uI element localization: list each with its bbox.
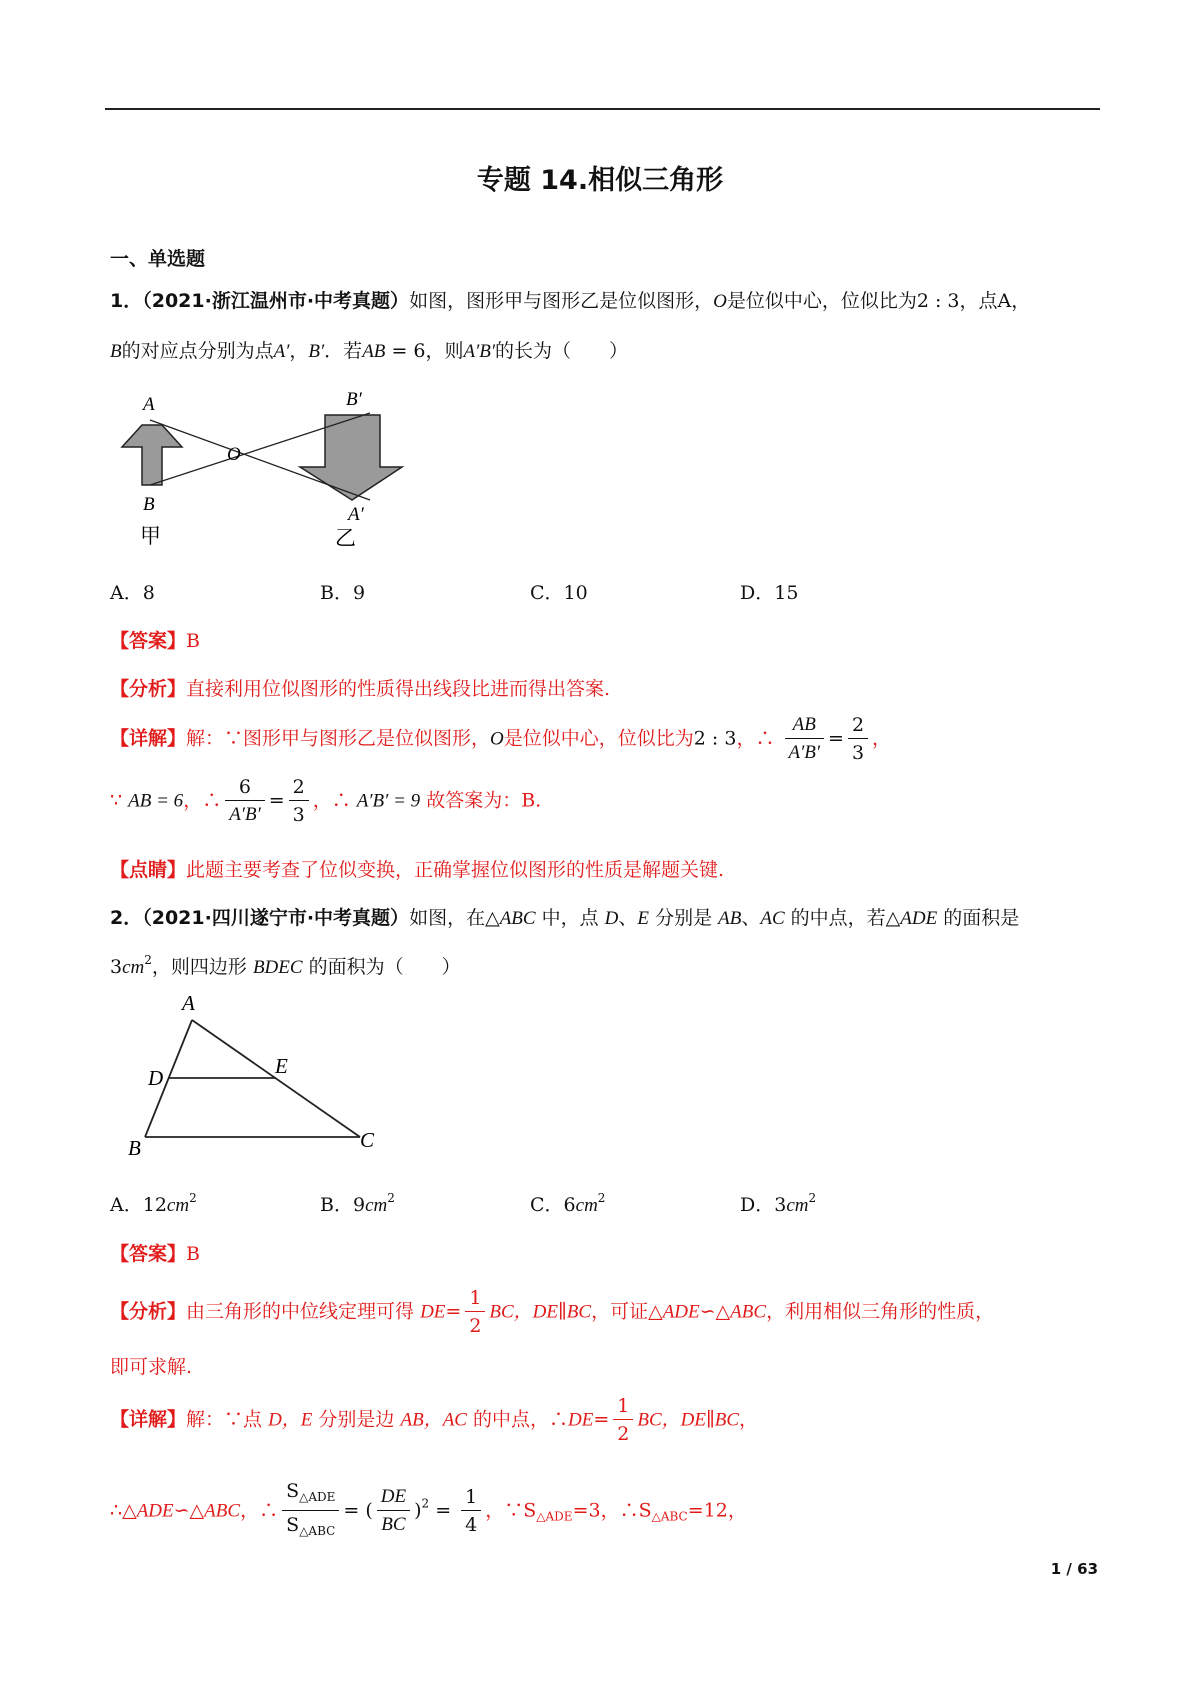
label-a1: A′ xyxy=(348,504,364,525)
page-title: 专题 14.相似三角形 xyxy=(476,165,724,196)
q1-answer xyxy=(110,626,200,653)
q1-var-a: A xyxy=(997,290,1012,312)
q2-analysis-line1: 【分析】由三角形的中位线定理可得 DE= $\frac{1}{2}$ BC，DE∥BC，可证△ADE∽△ABC，利用相似三角形的性质， xyxy=(110,1285,994,1340)
q2-answer: 【答案】B xyxy=(110,1243,200,1265)
q1-var-a1: A′ xyxy=(273,341,290,362)
label-c: C xyxy=(360,1128,375,1152)
fraction-half-b: $\frac{1}{2}$ xyxy=(613,1393,633,1448)
label-yi: 乙 xyxy=(335,526,356,550)
eq-a1b1: A′B′ = 9 xyxy=(356,790,421,812)
q1-stem-line2 xyxy=(110,336,628,363)
answer-value: B xyxy=(186,630,200,652)
ratio: 2 : 3 xyxy=(693,727,737,750)
fraction-de-bc: $\frac{DE}{BC}$ xyxy=(377,1484,410,1539)
q1-text: = 6 xyxy=(385,340,426,362)
q2-source: （2021·四川遂宁市·中考真题） xyxy=(142,907,410,929)
label-b: B xyxy=(128,1136,141,1160)
label-jia: 甲 xyxy=(140,524,161,548)
label-o: O xyxy=(227,444,241,465)
q2-figure xyxy=(110,985,400,1165)
fraction-2-3b: $\frac{2}{3}$ xyxy=(289,774,309,829)
comment-text: 此题主要考查了位似变换，正确掌握位似图形的性质是解题关键. xyxy=(186,859,725,881)
var-o: O xyxy=(490,728,504,750)
q1-stem-line1 xyxy=(110,286,1030,313)
header-rule xyxy=(105,108,1100,110)
eq-ab: AB = 6 xyxy=(128,790,184,812)
q2-option-c[interactable]: C．$6cm^2$ xyxy=(530,1191,606,1216)
page-number: 1 / 63 xyxy=(1050,1560,1098,1578)
label-a: A xyxy=(182,991,195,1015)
q1-option-c[interactable]: C．10 xyxy=(530,582,588,604)
q1-text: ．若 xyxy=(324,340,363,362)
detail-text: 是位似中心，位似比为 xyxy=(503,727,694,750)
q2-stem-line2: $3cm^2$，则四边形 BDEC 的面积为（ ） xyxy=(110,953,461,978)
detail-text: 故答案为：B. xyxy=(420,789,542,812)
q1-var-b: B xyxy=(110,341,122,362)
q1-option-b[interactable]: B．9 xyxy=(320,582,366,604)
fraction-6: $\frac{6}{A'B'}$ xyxy=(225,774,265,829)
q1-text: ， xyxy=(289,340,309,362)
q1-var-o: O xyxy=(713,291,727,312)
q1-text: ， xyxy=(1011,290,1031,312)
detail-tag: 【详解】 xyxy=(110,727,187,750)
detail-text: ，∴ xyxy=(183,789,222,812)
q1-text: ，点 xyxy=(959,290,998,312)
label-b1: B′ xyxy=(346,389,362,410)
label-e: E xyxy=(275,1054,288,1078)
q2-option-b[interactable]: B．$9cm^2$ xyxy=(320,1191,395,1216)
section-heading: 一、单选题 xyxy=(110,248,206,270)
q2-option-d[interactable]: D．$3cm^2$ xyxy=(740,1191,817,1216)
q1-text: 的长为（ ） xyxy=(495,340,629,362)
q1-text: ，则 xyxy=(425,340,464,362)
label-b: B xyxy=(143,494,155,515)
label-d: D xyxy=(148,1066,164,1090)
q1-var-b1: B′ xyxy=(308,341,325,362)
fraction-2-3: $\frac{2}{3}$ xyxy=(848,712,868,767)
detail-text: 解：∵图形甲与图形乙是位似图形， xyxy=(186,727,491,750)
q1-var-a1b1: A′B′ xyxy=(463,341,496,362)
q1-text: 如图，图形甲与图形乙是位似图形， xyxy=(409,290,714,312)
q1-text: 的对应点分别为点 xyxy=(121,340,274,362)
label-a: A xyxy=(143,394,155,415)
q1-source: （2021·浙江温州市·中考真题） xyxy=(142,290,410,312)
analysis-text: 直接利用位似图形的性质得出线段比进而得出答案. xyxy=(186,678,611,700)
q2-detail-line1: 【详解】解：∵点 D，E 分别是边 AB，AC 的中点，∴DE= $\frac{1}{2}$ BC，DE∥BC， xyxy=(110,1393,758,1448)
q1-figure xyxy=(110,385,410,550)
fraction-half: $\frac{1}{2}$ xyxy=(465,1285,485,1340)
fraction-area-ratio: $\frac{S_{\triangle ADE}}{S_{\triangle ABC}}$ xyxy=(282,1478,339,1545)
q1-analysis xyxy=(110,674,610,701)
q1-var-ab: AB xyxy=(362,341,386,362)
q1-option-d[interactable]: D．15 xyxy=(740,582,799,604)
q2-analysis-line2: 即可求解. xyxy=(110,1356,193,1378)
q1-number: 1． xyxy=(110,290,143,312)
q1-detail-line2: ∵ AB = 6，∴ $\frac{6}{A'B'}$ = $\frac{2}{3}$ ，∴ A′B′ = 9 故答案为：B. xyxy=(110,774,541,829)
q1-text: 是位似中心，位似比为 xyxy=(726,290,917,312)
detail-text: ，∴ xyxy=(312,789,357,812)
q2-detail-line2: ∴△ADE∽△ABC，∴ $\frac{S_{\triangle ADE}}{S_{\triangle ABC}}$ = ( $\frac{DE}{BC}$ )$^2$ = $\frac{1}{4}$ ，$\because S_{\triangle ADE}=3$，$\therefore S_{\triangle ABC}=12$， xyxy=(110,1478,747,1545)
q1-detail-line1: 【详解】解：∵图形甲与图形乙是位似图形，O是位似中心，位似比为2 : 3，∴ $\frac{AB}{A'B'}$ = $\frac{2}{3}$ ， xyxy=(110,712,891,767)
comment-tag: 【点睛】 xyxy=(110,859,187,881)
answer-tag: 【答案】 xyxy=(110,630,187,652)
analysis-tag: 【分析】 xyxy=(110,678,187,700)
q1-comment xyxy=(110,855,724,882)
q2-option-a[interactable]: A．$12cm^2$ xyxy=(110,1191,197,1216)
fraction-quarter: $\frac{1}{4}$ xyxy=(461,1484,481,1539)
q2-number: 2． xyxy=(110,907,143,929)
figure-yi-shape xyxy=(300,415,402,500)
figure-jia-shape xyxy=(122,425,182,485)
q1-option-a[interactable]: A．8 xyxy=(110,582,155,604)
fraction-ab: $\frac{AB}{A'B'}$ xyxy=(785,712,825,767)
q1-ratio: 2 : 3 xyxy=(916,290,960,312)
detail-text: ∵ xyxy=(110,789,129,812)
q2-stem-line1: 2．（2021·四川遂宁市·中考真题）如图，在△ABC 中，点 D、E 分别是 AB、AC 的中点，若△ADE 的面积是 xyxy=(110,907,1020,929)
